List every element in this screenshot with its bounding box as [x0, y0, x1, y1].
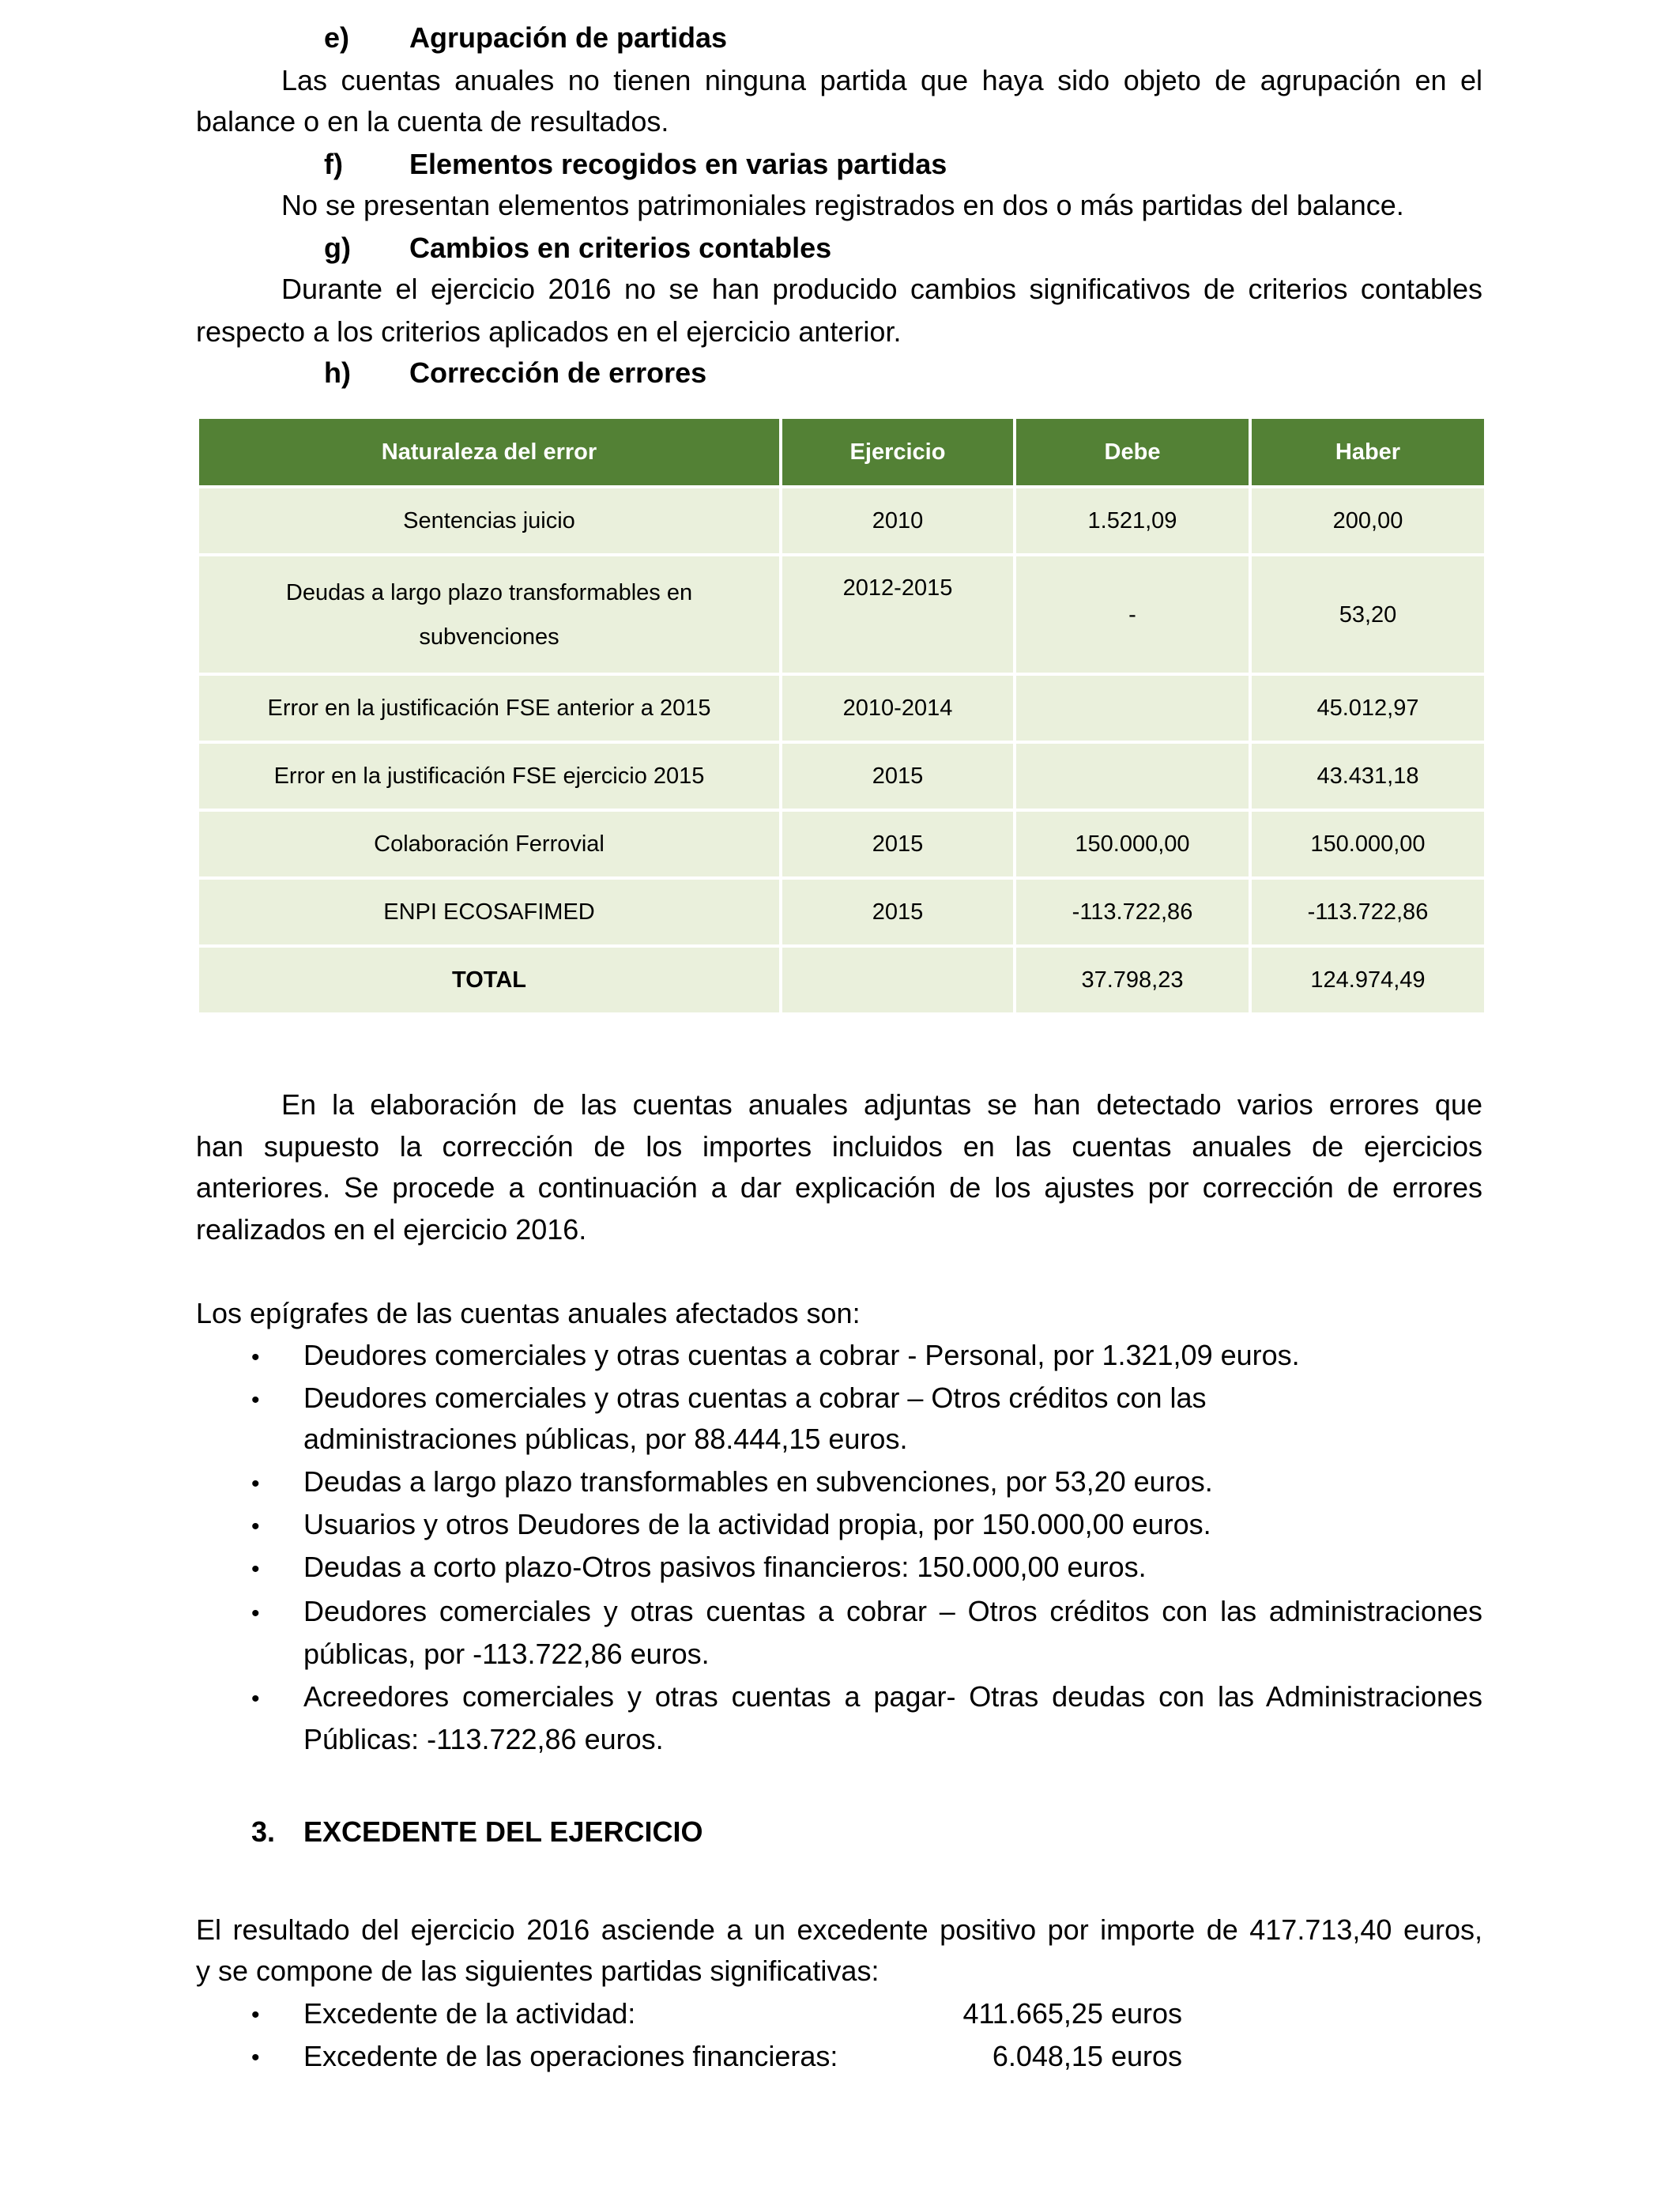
section-f-letter: f): [324, 148, 343, 180]
cell-ejercicio: 2015: [782, 812, 1013, 880]
cell-naturaleza: Error en la justificación FSE ejercicio 2015: [199, 744, 779, 812]
section-g-text-line-2: respecto a los criterios aplicados en el ejercicio anterior.: [196, 315, 902, 348]
cell-ejercicio: 2010-2014: [782, 676, 1013, 744]
cell-naturaleza: [199, 556, 779, 676]
bullet-icon: •: [251, 1387, 260, 1413]
section-e-text-line-1: Las cuentas anuales no tienen ninguna partida que haya sido objeto de agrupación en el: [281, 64, 1482, 96]
excedente-actividad-label: Excedente de la actividad:: [303, 1997, 636, 2030]
cell-naturaleza: Colaboración Ferrovial: [199, 812, 779, 880]
list-item-continuation: Públicas: -113.722,86 euros.: [303, 1723, 664, 1755]
cell-haber: 45.012,97: [1252, 676, 1484, 744]
table-header-row: [199, 419, 1484, 488]
cell-debe: -113.722,86: [1016, 880, 1249, 948]
cell-naturaleza: Sentencias juicio: [199, 488, 779, 556]
cell-naturaleza-line-1: Deudas a largo plazo transformables en: [285, 579, 693, 605]
resultado-line-2: y se compone de las siguientes partidas significativas:: [196, 1955, 880, 1987]
cell-naturaleza-line-2: subvenciones: [419, 624, 559, 650]
cell-debe: [1016, 676, 1249, 744]
table-row: [199, 556, 1484, 676]
paragraph-line-1: En la elaboración de las cuentas anuales adjuntas se han detectado varios errores que: [281, 1088, 1482, 1121]
section-f-title: Elementos recogidos en varias partidas: [409, 148, 947, 180]
cell-haber: 150.000,00: [1252, 812, 1484, 880]
table-row: [199, 488, 1484, 556]
section-h-title: Corrección de errores: [409, 356, 707, 389]
excedente-actividad-amount: 411.665,25 euros: [962, 1997, 1182, 2030]
epigrafes-intro: Los epígrafes de las cuentas anuales afectados son:: [196, 1297, 861, 1329]
excedente-financieras-amount: 6.048,15 euros: [992, 2040, 1182, 2072]
bullet-icon: •: [251, 1514, 260, 1540]
paragraph-line-2: han supuesto la corrección de los importes incluidos en las cuentas anuales de ejercicios: [196, 1130, 1482, 1163]
table-row: [199, 812, 1484, 880]
cell-haber: -113.722,86: [1252, 880, 1484, 948]
list-item: Deudores comerciales y otras cuentas a cobrar - Personal, por 1.321,09 euros.: [303, 1339, 1300, 1371]
list-item-continuation: públicas, por -113.722,86 euros.: [303, 1638, 710, 1670]
paragraph-line-3: anteriores. Se procede a continuación a dar explicación de los ajustes por corrección de errores: [196, 1171, 1482, 1204]
section-h-letter: h): [324, 356, 351, 389]
table-total-row: [199, 948, 1484, 1016]
section-e-title: Agrupación de partidas: [409, 21, 728, 54]
section-g-title: Cambios en criterios contables: [409, 232, 832, 264]
section-3-number: 3.: [251, 1815, 276, 1848]
bullet-icon: •: [251, 1600, 260, 1627]
cell-ejercicio: 2010: [782, 488, 1013, 556]
cell-haber: 200,00: [1252, 488, 1484, 556]
header-haber: Haber: [1252, 419, 1484, 488]
excedente-financieras-label: Excedente de las operaciones financieras:: [303, 2040, 838, 2072]
section-3-title: EXCEDENTE DEL EJERCICIO: [303, 1815, 703, 1848]
table-row: [199, 676, 1484, 744]
cell-haber: 124.974,49: [1252, 948, 1484, 1016]
header-debe: Debe: [1016, 419, 1249, 488]
error-correction-table: [196, 419, 1487, 1016]
table-row: [199, 880, 1484, 948]
header-ejercicio: Ejercicio: [782, 419, 1013, 488]
resultado-line-1: El resultado del ejercicio 2016 asciende a un excedente positivo por importe de 417.713,40 euros,: [196, 1913, 1482, 1946]
bullet-icon: •: [251, 1686, 260, 1712]
section-g-text-line-1: Durante el ejercicio 2016 no se han producido cambios significativos de criterios contables: [281, 273, 1482, 305]
cell-debe: 150.000,00: [1016, 812, 1249, 880]
table-row: [199, 744, 1484, 812]
cell-ejercicio: 2015: [782, 880, 1013, 948]
section-g-letter: g): [324, 232, 351, 264]
cell-ejercicio: [782, 948, 1013, 1016]
cell-ejercicio: 2012-2015: [782, 556, 1013, 676]
list-item: Usuarios y otros Deudores de la actividad propia, por 150.000,00 euros.: [303, 1508, 1211, 1540]
cell-haber: 43.431,18: [1252, 744, 1484, 812]
cell-ejercicio: 2015: [782, 744, 1013, 812]
section-e-letter: e): [324, 21, 350, 54]
bullet-icon: •: [251, 2002, 260, 2028]
cell-debe: -: [1016, 556, 1249, 676]
bullet-icon: •: [251, 1556, 260, 1582]
bullet-icon: •: [251, 2045, 260, 2071]
bullet-icon: •: [251, 1471, 260, 1497]
cell-naturaleza: ENPI ECOSAFIMED: [199, 880, 779, 948]
section-f-text-line-1: No se presentan elementos patrimoniales registrados en dos o más partidas del balance.: [281, 189, 1404, 221]
bullet-icon: •: [251, 1344, 260, 1370]
cell-total-label: TOTAL: [199, 948, 779, 1016]
cell-haber: 53,20: [1252, 556, 1484, 676]
list-item: Acreedores comerciales y otras cuentas a pagar- Otras deudas con las Administraciones: [303, 1680, 1482, 1713]
list-item: Deudores comerciales y otras cuentas a cobrar – Otros créditos con las administraciones: [303, 1595, 1482, 1627]
cell-debe: 37.798,23: [1016, 948, 1249, 1016]
header-naturaleza: Naturaleza del error: [199, 419, 779, 488]
list-item-continuation: administraciones públicas, por 88.444,15 euros.: [303, 1423, 908, 1455]
cell-naturaleza: Error en la justificación FSE anterior a 2015: [199, 676, 779, 744]
cell-debe: 1.521,09: [1016, 488, 1249, 556]
section-e-text-line-2: balance o en la cuenta de resultados.: [196, 105, 669, 138]
list-item: Deudas a corto plazo-Otros pasivos financieros: 150.000,00 euros.: [303, 1551, 1147, 1583]
paragraph-line-4: realizados en el ejercicio 2016.: [196, 1213, 587, 1246]
list-item: Deudores comerciales y otras cuentas a cobrar – Otros créditos con las: [303, 1382, 1207, 1414]
cell-debe: [1016, 744, 1249, 812]
list-item: Deudas a largo plazo transformables en subvenciones, por 53,20 euros.: [303, 1465, 1213, 1498]
